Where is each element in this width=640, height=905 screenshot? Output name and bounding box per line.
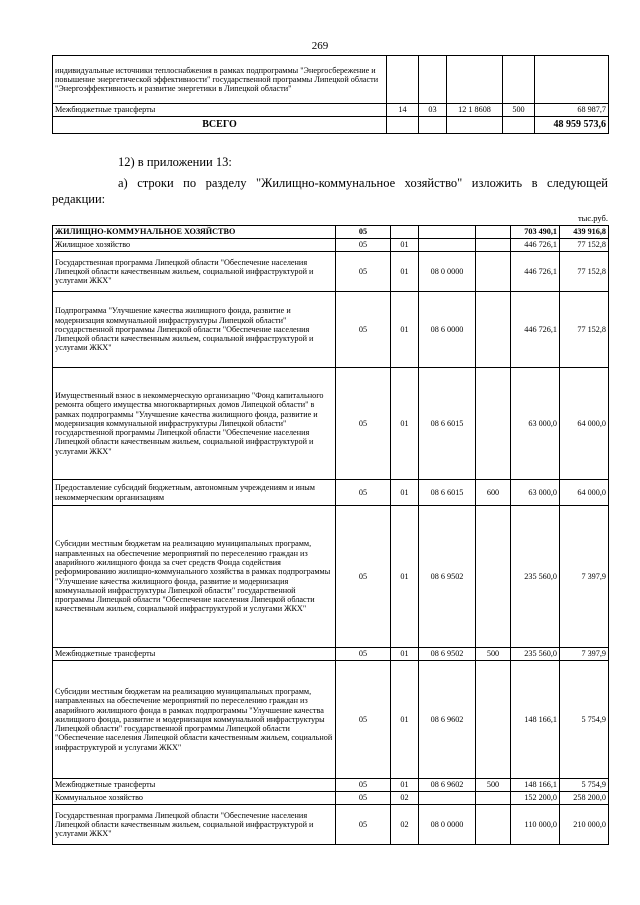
razdel-cell <box>387 56 419 104</box>
row-name: Субсидии местным бюджетам на реализацию муниципальных программ, направленных на обеспечение мероприятий по переселению граждан из аварийного жилищного фонда в рамках подпрограммы "Улучшение качества жилищного фонда, развитие и модернизация коммунальной инфраструктуры Липецкой области" государственной программы Липецкой области "Обеспечение населения Липецкой области качественным жильем, социальной инфраструктурой и услугами ЖКХ" <box>53 661 336 779</box>
podrazdel-cell: 01 <box>391 239 419 252</box>
razdel-cell: 05 <box>336 792 391 805</box>
table-row <box>53 56 609 104</box>
razdel-cell: 05 <box>336 368 391 480</box>
razdel-cell: 05 <box>336 252 391 292</box>
razdel-cell: 05 <box>336 292 391 368</box>
razdel-cell: 05 <box>336 779 391 792</box>
vr-cell <box>476 292 511 368</box>
year1-cell: 148 166,1 <box>511 661 560 779</box>
year2-cell: 77 152,8 <box>560 252 609 292</box>
housing-budget-table <box>52 225 609 845</box>
razdel-cell: 05 <box>336 506 391 648</box>
csr-cell: 08 6 9602 <box>419 779 476 792</box>
year2-cell: 258 200,0 <box>560 792 609 805</box>
year1-cell: 446 726,1 <box>511 239 560 252</box>
year1-cell: 446 726,1 <box>511 252 560 292</box>
podrazdel-cell <box>419 56 447 104</box>
row-name: Имущественный взнос в некоммерческую организацию "Фонд капитального ремонта общего имущества многоквартирных домов Липецкой области" в рамках подпрограммы "Улучшение качества жилищного фонда, развитие и модернизация коммунальной инфраструктуры Липецкой области" государственной программы Липецкой области "Обеспечение населения Липецкой области качественным жильем, социальной инфраструктурой и услугами ЖКХ" <box>53 368 336 480</box>
amendment-text: а) строки по разделу "Жилищно-коммунальное хозяйство" изложить в следующей редакции: <box>52 176 608 206</box>
csr-cell: 08 6 9602 <box>419 661 476 779</box>
year2-cell: 7 397,9 <box>560 648 609 661</box>
vr-cell <box>476 226 511 239</box>
podrazdel-cell: 01 <box>391 779 419 792</box>
podrazdel-cell: 02 <box>391 805 419 845</box>
razdel-cell: 05 <box>336 239 391 252</box>
csr-cell: 08 0 0000 <box>419 805 476 845</box>
year1-cell: 446 726,1 <box>511 292 560 368</box>
row-name: Государственная программа Липецкой области "Обеспечение населения Липецкой области качественным жильем, социальной инфраструктурой и услугами ЖКХ" <box>53 805 336 845</box>
podrazdel-cell: 01 <box>391 252 419 292</box>
year2-cell: 5 754,9 <box>560 661 609 779</box>
total-value: 48 959 573,6 <box>535 117 609 134</box>
row-name: Предоставление субсидий бюджетным, автономным учреждениям и иным некоммерческим организациям <box>53 480 336 506</box>
table-row <box>53 779 609 792</box>
year1-cell: 63 000,0 <box>511 480 560 506</box>
table-row <box>53 792 609 805</box>
row-name: Межбюджетные трансферты <box>53 104 387 117</box>
table-row <box>53 805 609 845</box>
year2-cell: 7 397,9 <box>560 506 609 648</box>
csr-cell: 08 6 9502 <box>419 648 476 661</box>
csr-cell: 08 6 6015 <box>419 368 476 480</box>
vr-cell <box>476 506 511 648</box>
vr-cell: 600 <box>476 480 511 506</box>
table-row <box>53 648 609 661</box>
podrazdel-cell: 01 <box>391 292 419 368</box>
year2-cell: 439 916,8 <box>560 226 609 239</box>
year1-cell: 110 000,0 <box>511 805 560 845</box>
table-row <box>53 368 609 480</box>
vr-cell <box>476 239 511 252</box>
row-name: Межбюджетные трансферты <box>53 648 336 661</box>
page-number: 269 <box>311 40 329 52</box>
podrazdel-cell: 01 <box>391 368 419 480</box>
razdel-cell: 05 <box>336 226 391 239</box>
podrazdel-cell: 01 <box>391 661 419 779</box>
table-row <box>53 292 609 368</box>
csr-cell: 08 6 9502 <box>419 506 476 648</box>
row-name: Подпрограмма "Улучшение качества жилищного фонда, развитие и модернизация коммунальной инфраструктуры Липецкой области" государственной программы Липецкой области "Обеспечение населения Липецкой области качественным жильем, социальной инфраструктурой и услугами ЖКХ" <box>53 292 336 368</box>
unit-label: тыс.руб. <box>577 213 608 223</box>
row-name: Государственная программа Липецкой области "Обеспечение населения Липецкой области качественным жильем, социальной инфраструктурой и услугами ЖКХ" <box>53 252 336 292</box>
amendment-title: 12) в приложении 13: <box>118 155 232 169</box>
csr-cell <box>419 239 476 252</box>
year2-cell: 64 000,0 <box>560 368 609 480</box>
razdel-cell: 05 <box>336 648 391 661</box>
razdel-cell: 05 <box>336 661 391 779</box>
table-row <box>53 480 609 506</box>
csr-cell: 08 0 0000 <box>419 252 476 292</box>
podrazdel-cell: 02 <box>391 792 419 805</box>
top-budget-table <box>52 55 609 134</box>
razdel-cell: 05 <box>336 805 391 845</box>
year1-cell: 148 166,1 <box>511 779 560 792</box>
year2-cell: 210 000,0 <box>560 805 609 845</box>
year1-cell: 703 490,1 <box>511 226 560 239</box>
table-row <box>53 104 609 117</box>
total-row <box>53 117 609 134</box>
table-row <box>53 506 609 648</box>
csr-cell <box>447 56 503 104</box>
podrazdel-cell: 01 <box>391 506 419 648</box>
year2-cell: 64 000,0 <box>560 480 609 506</box>
year1-cell: 235 560,0 <box>511 506 560 648</box>
csr-cell: 12 1 8608 <box>447 104 503 117</box>
table-row <box>53 252 609 292</box>
csr-cell: 08 6 6015 <box>419 480 476 506</box>
vr-cell: 500 <box>476 779 511 792</box>
vr-cell <box>476 792 511 805</box>
row-name: Межбюджетные трансферты <box>53 779 336 792</box>
vr-cell <box>476 805 511 845</box>
row-name: Субсидии местным бюджетам на реализацию муниципальных программ, направленных на обеспечение мероприятий по переселению граждан из аварийного жилищного фонда за счет средств Фонда содействия реформированию жилищно-коммунального хозяйства в рамках подпрограммы "Улучшение качества жилищного фонда, развитие и модернизация коммунальной инфраструктуры Липецкой области" государственной программы Липецкой области "Обеспечение населения Липецкой области качественным жильем, социальной инфраструктурой и услугами ЖКХ" <box>53 506 336 648</box>
year2-cell: 77 152,8 <box>560 292 609 368</box>
sum-cell: 68 987,7 <box>535 104 609 117</box>
row-name: индивидуальные источники теплоснабжения в рамках подпрограммы "Энергосбережение и повышение энергетической эффективности" государственной программы Липецкой области "Энергоэффективность и развитие энергетики в Липецкой области" <box>53 56 387 104</box>
total-label: ВСЕГО <box>53 117 387 134</box>
razdel-cell: 14 <box>387 104 419 117</box>
csr-cell <box>419 792 476 805</box>
year2-cell: 5 754,9 <box>560 779 609 792</box>
row-name: Коммунальное хозяйство <box>53 792 336 805</box>
table-row <box>53 661 609 779</box>
row-name: Жилищное хозяйство <box>53 239 336 252</box>
csr-cell <box>419 226 476 239</box>
row-name: ЖИЛИЩНО-КОММУНАЛЬНОЕ ХОЗЯЙСТВО <box>53 226 336 239</box>
year2-cell: 77 152,8 <box>560 239 609 252</box>
vr-cell <box>476 368 511 480</box>
vr-cell: 500 <box>476 648 511 661</box>
year1-cell: 235 560,0 <box>511 648 560 661</box>
razdel-cell: 05 <box>336 480 391 506</box>
vr-cell: 500 <box>503 104 535 117</box>
podrazdel-cell <box>391 226 419 239</box>
vr-cell <box>476 661 511 779</box>
vr-cell <box>476 252 511 292</box>
year1-cell: 63 000,0 <box>511 368 560 480</box>
podrazdel-cell: 01 <box>391 480 419 506</box>
podrazdel-cell: 01 <box>391 648 419 661</box>
csr-cell: 08 6 0000 <box>419 292 476 368</box>
vr-cell <box>503 56 535 104</box>
podrazdel-cell: 03 <box>419 104 447 117</box>
table-row <box>53 226 609 239</box>
year1-cell: 152 200,0 <box>511 792 560 805</box>
table-row <box>53 239 609 252</box>
sum-cell <box>535 56 609 104</box>
